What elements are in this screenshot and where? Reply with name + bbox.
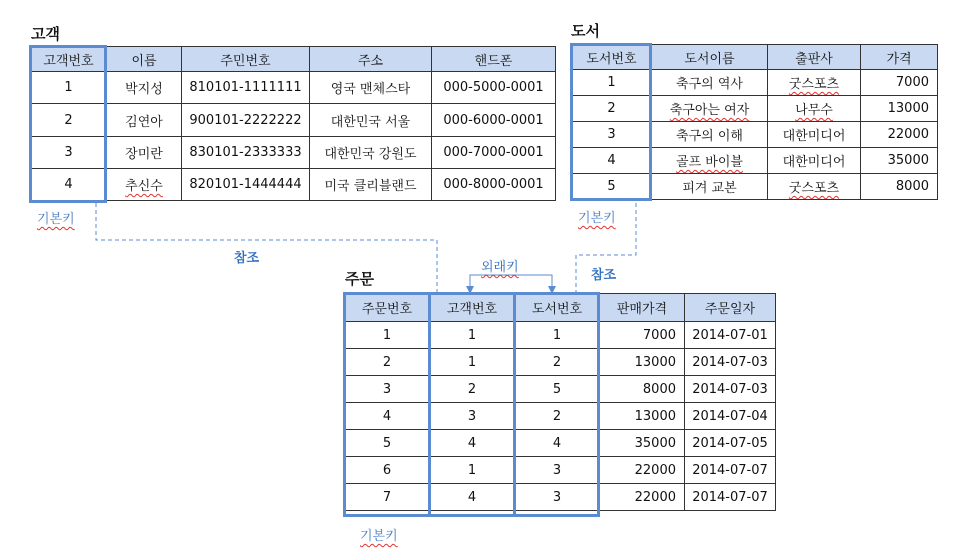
book-header-publisher: 출판사 [768,45,861,70]
cell: 3 [345,376,430,403]
foreign-key-bracket [470,275,552,290]
order-table-title: 주문 [345,270,374,288]
cell: 7 [345,484,430,511]
cell: 나무수 [768,96,861,122]
cell: 35000 [861,148,938,174]
cell: 2014-07-07 [685,484,776,511]
customer-table-title: 고객 [31,25,60,43]
cell: 13000 [600,403,685,430]
cell: 7000 [600,322,685,349]
order-primary-key-label: 기본키 [360,529,398,544]
cell: 3 [31,137,107,169]
cell: 영국 맨체스타 [310,72,432,104]
cell: 2014-07-05 [685,430,776,457]
cell: 대한민국 강원도 [310,137,432,169]
cell: 1 [345,322,430,349]
cell: 22000 [861,122,938,148]
cell: 2 [515,349,600,376]
cell: 3 [572,122,652,148]
cell: 2014-07-03 [685,349,776,376]
cell: 1 [430,349,515,376]
customer-header-address: 주소 [310,47,432,72]
customer-table [30,46,556,201]
book-table-title: 도서 [571,22,600,40]
table-row [572,174,938,200]
cell: 000-6000-0001 [432,104,556,137]
cell: 미국 클리블랜드 [310,169,432,201]
cell: 축구의 이해 [652,122,768,148]
cell: 7000 [861,70,938,96]
cell: 골프 바이블 [652,148,768,174]
cell: 대한미디어 [768,122,861,148]
customer-header-name: 이름 [107,47,182,72]
table-row [345,430,776,457]
table-row [31,72,556,104]
cell: 축구의 역사 [652,70,768,96]
table-row [31,137,556,169]
cell: 2014-07-04 [685,403,776,430]
table-row [345,376,776,403]
cell: 4 [515,430,600,457]
cell: 22000 [600,457,685,484]
customer-header-ssn: 주민번호 [182,47,310,72]
order-header-id: 주문번호 [345,294,430,322]
table-row [345,403,776,430]
customer-header-phone: 핸드폰 [432,47,556,72]
cell: 5 [515,376,600,403]
table-row [572,96,938,122]
cell: 000-8000-0001 [432,169,556,201]
cell: 3 [515,484,600,511]
table-row [345,349,776,376]
cell: 축구아는 여자 [652,96,768,122]
table-row [345,484,776,511]
customer-reference-line [96,203,437,293]
order-table [344,293,776,511]
cell: 3 [430,403,515,430]
cell: 2 [515,403,600,430]
cell: 3 [515,457,600,484]
cell: 000-7000-0001 [432,137,556,169]
cell: 900101-2222222 [182,104,310,137]
order-header-date: 주문일자 [685,294,776,322]
cell: 000-5000-0001 [432,72,556,104]
cell: 4 [31,169,107,201]
cell: 830101-2333333 [182,137,310,169]
table-row [572,70,938,96]
cell: 장미란 [107,137,182,169]
book-header-name: 도서이름 [652,45,768,70]
order-header-price: 판매가격 [600,294,685,322]
table-row [31,169,556,201]
cell: 5 [572,174,652,200]
cell: 2014-07-07 [685,457,776,484]
book-table [571,44,938,200]
cell: 820101-1444444 [182,169,310,201]
cell: 4 [430,430,515,457]
cell: 1 [31,72,107,104]
cell: 810101-1111111 [182,72,310,104]
table-row [31,104,556,137]
table-row [345,457,776,484]
cell: 8000 [600,376,685,403]
cell: 6 [345,457,430,484]
customer-primary-key-label: 기본키 [37,212,75,227]
cell: 박지성 [107,72,182,104]
book-primary-key-label: 기본키 [578,211,616,226]
cell: 피겨 교본 [652,174,768,200]
foreign-key-label: 외래키 [481,260,519,275]
cell: 13000 [861,96,938,122]
customer-header-id: 고객번호 [31,47,107,72]
order-header-customer-id: 고객번호 [430,294,515,322]
order-header-book-id: 도서번호 [515,294,600,322]
cell: 2 [430,376,515,403]
cell: 굿스포츠 [768,70,861,96]
cell: 굿스포츠 [768,174,861,200]
cell: 1 [572,70,652,96]
cell: 13000 [600,349,685,376]
cell: 2 [345,349,430,376]
cell: 4 [430,484,515,511]
book-header-price: 가격 [861,45,938,70]
cell: 1 [430,457,515,484]
cell: 대한민국 서울 [310,104,432,137]
cell: 8000 [861,174,938,200]
cell: 4 [572,148,652,174]
cell: 2 [572,96,652,122]
cell: 4 [345,403,430,430]
cell: 대한미디어 [768,148,861,174]
cell: 22000 [600,484,685,511]
cell: 35000 [600,430,685,457]
cell: 김연아 [107,104,182,137]
cell: 2014-07-01 [685,322,776,349]
cell: 2014-07-03 [685,376,776,403]
table-row [345,322,776,349]
cell: 1 [430,322,515,349]
cell: 추신수 [107,169,182,201]
book-header-id: 도서번호 [572,45,652,70]
table-row [572,122,938,148]
cell: 5 [345,430,430,457]
cell: 2 [31,104,107,137]
customer-reference-label: 참조 [234,251,260,266]
table-row [572,148,938,174]
book-reference-label: 참조 [591,268,617,283]
cell: 1 [515,322,600,349]
